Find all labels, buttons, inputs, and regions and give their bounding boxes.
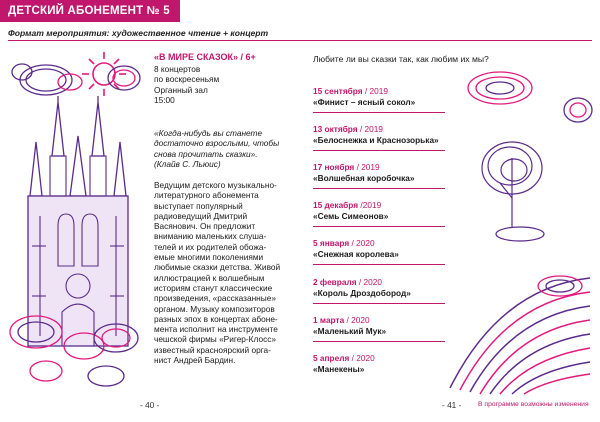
quote-line: достаточно взрослыми, чтобы [154,138,280,149]
moon-icon [554,58,582,80]
event-year: / 2020 [356,277,382,287]
event-date: 5 января [313,238,350,248]
changes-note: В программе возможны изменения [478,401,589,408]
event-date: 15 сентября [313,86,363,96]
event-year: / 2019 [357,124,383,134]
event-date: 1 марта [313,315,345,325]
series-line: 8 концертов [154,64,201,74]
bio-line: известный красноярский орга- [154,344,271,355]
quote [154,128,304,169]
series-line: по воскресеньям [154,74,220,85]
event-year: /2019 [358,200,382,210]
bio-line: Ведущим детского музыкально- [154,180,277,190]
bio-line: иллюстрацией к волшебным [154,272,265,283]
event-title: «Маленький Мук» [313,325,387,336]
event-date: 2 февраля [313,277,357,287]
event-date: 15 декабря [313,200,359,210]
bio-line: произведения, «рассказанные» [154,293,276,304]
bio-line: литературного абонемента [154,190,259,201]
event-item [313,200,463,221]
quote-line: «Когда-нибудь вы станете [154,128,263,138]
bio-line: вниманию маленьких слуша- [154,231,267,242]
event-divider [313,112,445,113]
event-title: «Белоснежка и Краснозорька» [313,134,439,145]
event-divider [313,264,445,265]
event-date: 13 октября [313,124,358,134]
bio-line: радиоведущий Дмитрий [154,210,248,221]
cathedral-illustration [6,46,152,391]
header-bar [0,0,180,22]
event-divider [313,341,445,342]
event-title: «Волшебная коробочка» [313,172,415,183]
series-line: Органный зал [154,84,208,95]
event-divider [313,188,445,189]
event-year: / 2019 [354,162,380,172]
bio-line: органом. Музыку композиторов [154,303,275,314]
event-year: / 2020 [344,315,370,325]
event-title: «Семь Симеонов» [313,210,389,221]
bio-line: телей и их родителей обожа- [154,241,267,252]
host-description [154,180,304,365]
bio-line: чешской фирмы «Ригер-Клосс» [154,334,276,345]
bio-line: историям станут классические [154,282,273,293]
series-title: «В МИРЕ СКАЗОК» / 6+ [154,52,256,62]
event-title: «Финист – ясный сокол» [313,96,416,107]
tree-icon [482,142,544,241]
event-title: «Манекены» [313,363,365,374]
event-date: 5 апреля [313,353,350,363]
bio-line: Васянович. Он предложит [154,221,256,232]
section-title: ДЕТСКИЙ АБОНЕМЕНТ № 5 [8,5,170,17]
event-year: / 2020 [349,353,375,363]
event-year: / 2019 [362,86,388,96]
bio-line: емые многими поколениями [154,252,264,263]
event-date: 17 ноября [313,162,355,172]
event-title: «Король Дроздобород» [313,287,411,298]
bio-line: мента исполнит на инструменте [154,324,278,335]
event-item [313,238,463,259]
quote-author: (Клайв С. Льюис) [154,158,221,169]
event-format: Формат мероприятия: художественное чтение + концерт [8,28,269,38]
swirl-illustration [440,258,596,400]
page-number-right: - 41 - [442,400,462,410]
bio-line: разных эпох в концертах абоне- [154,313,278,324]
event-item [313,86,463,107]
cloud-icon [12,64,140,95]
bio-line: нист Андрей Бардин. [154,355,236,366]
header-divider [8,40,592,41]
series-line: 15:00 [154,94,175,105]
bio-line: выступает популярный [154,200,243,211]
event-year: / 2020 [349,238,375,248]
event-item [313,162,463,183]
event-title: «Снежная королева» [313,248,399,259]
quote-line: снова прочитать сказки». [154,148,258,159]
question-heading: Любите ли вы сказки так, как любим их мы? [313,54,489,64]
event-item [313,124,463,145]
page-number-left: - 40 - [140,400,160,410]
event-divider [313,303,445,304]
series-info [154,64,219,105]
clouds-illustration [460,48,598,248]
event-divider [313,150,445,151]
bio-line: любимые сказки детства. Живой [154,262,281,273]
event-divider [313,226,445,227]
